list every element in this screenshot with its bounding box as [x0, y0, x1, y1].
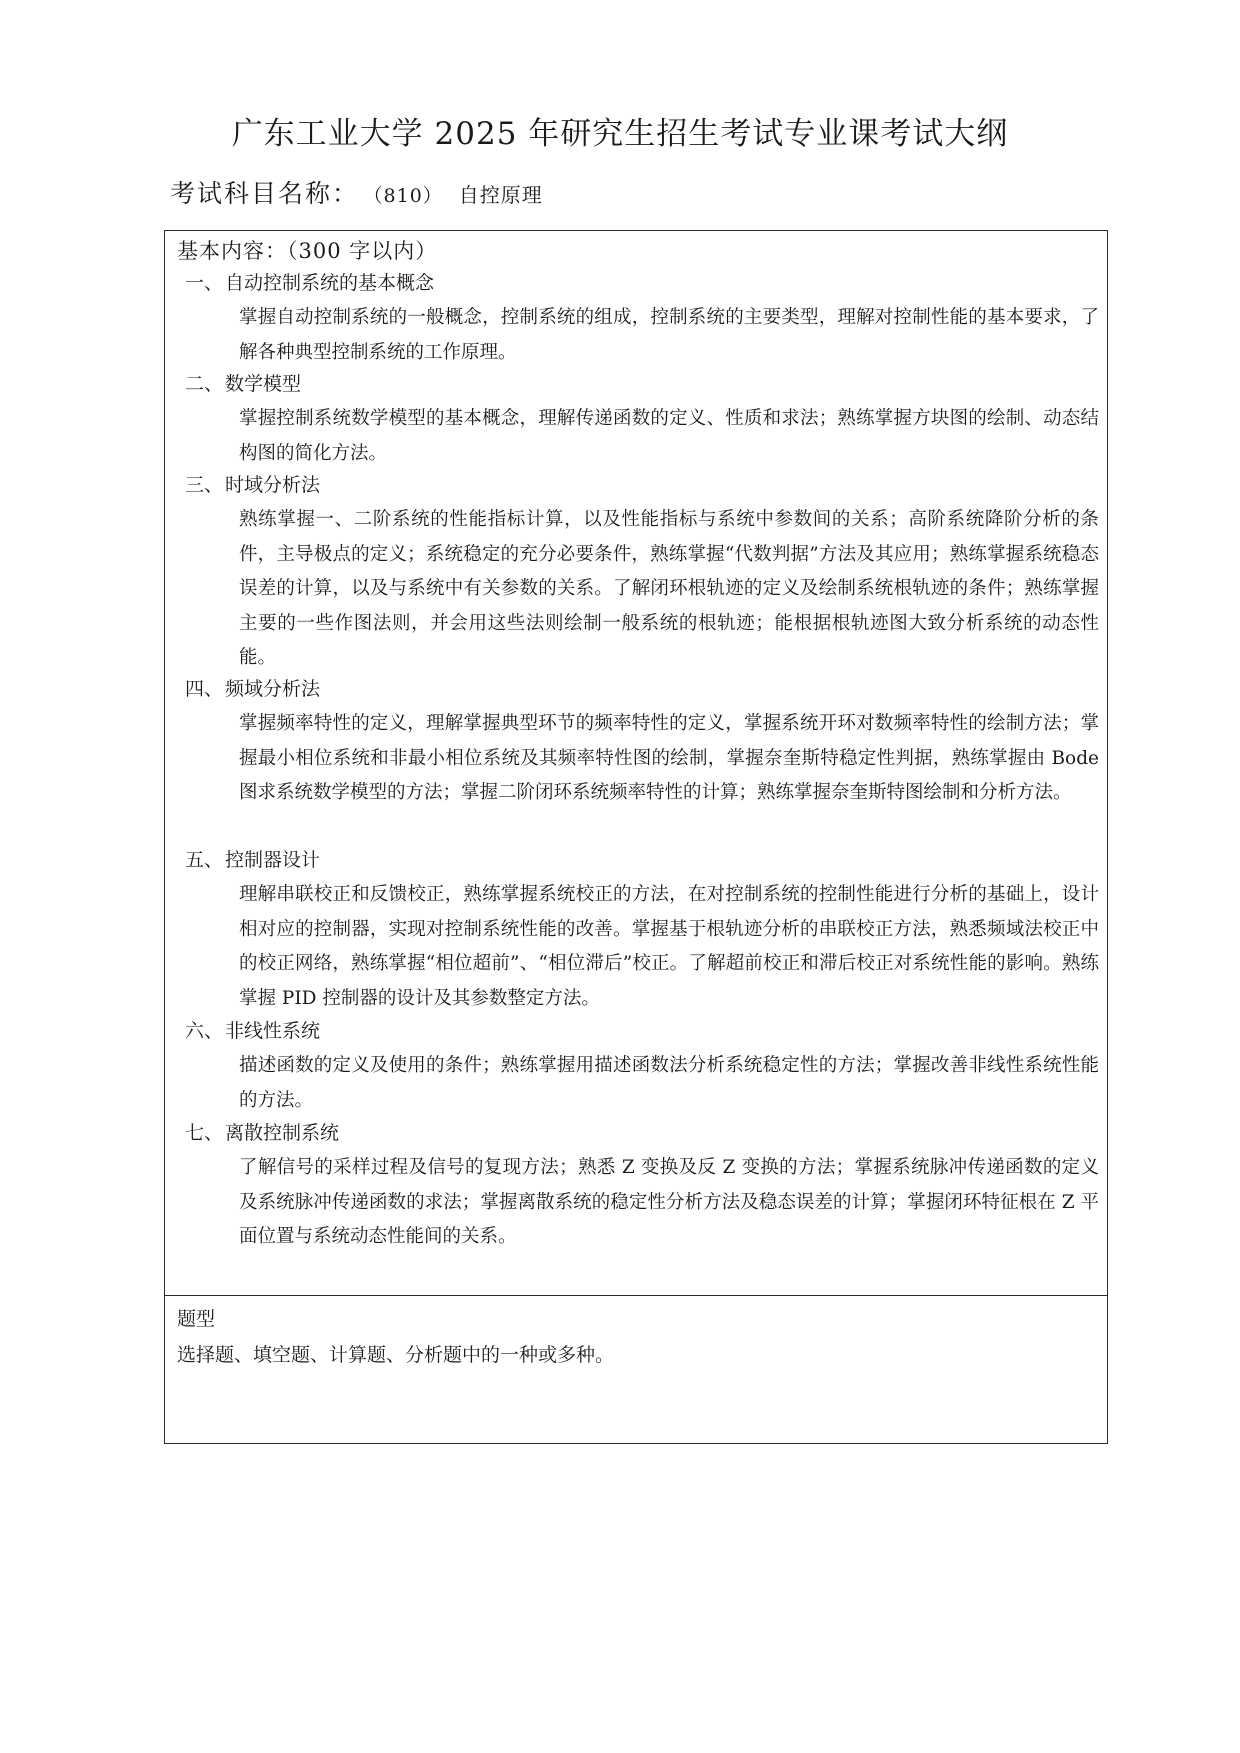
topic-7	[185, 1117, 1099, 1255]
topic-heading	[185, 1015, 1085, 1049]
topic-4	[185, 673, 1099, 811]
topic-title: 控制器设计	[225, 849, 321, 871]
topic-number: 六、	[185, 1020, 224, 1042]
topic-heading	[185, 844, 1085, 878]
topic-title: 自动控制系统的基本概念	[225, 272, 435, 294]
question-type-text: 选择题、填空题、计算题、分析题中的一种或多种。	[177, 1344, 615, 1366]
topic-heading	[185, 469, 1085, 503]
topic-number: 五、	[185, 849, 224, 871]
topic-body: 熟练掌握一、二阶系统的性能指标计算，以及性能指标与系统中参数间的关系；高阶系统降阶分析的条件，主导极点的定义；系统稳定的充分必要条件，熟练掌握“代数判据”方法及其应用；熟练掌握系统稳态误差的计算，以及与系统中有关参数的关系。了解闭环根轨迹的定义及绘制系统根轨迹的条件；熟练掌握主要的一些作图法则，并会用这些法则绘制一般系统的根轨迹；能根据根轨迹图大致分析系统的动态性能。	[239, 509, 1099, 668]
question-type-section	[165, 1296, 1107, 1443]
topic-3	[185, 469, 1099, 676]
topic-title: 离散控制系统	[225, 1122, 340, 1144]
topic-body: 描述函数的定义及使用的条件；熟练掌握用描述函数法分析系统稳定性的方法；掌握改善非线性系统性能的方法。	[239, 1055, 1099, 1111]
question-type-heading: 题型	[177, 1308, 216, 1330]
topic-heading	[185, 673, 1085, 707]
topic-number: 四、	[185, 678, 224, 700]
topic-number: 三、	[185, 474, 224, 496]
topic-body: 掌握控制系统数学模型的基本概念，理解传递函数的定义、性质和求法；熟练掌握方块图的绘制、动态结构图的简化方法。	[239, 408, 1099, 464]
topic-body: 了解信号的采样过程及信号的复现方法；熟悉 Z 变换及反 Z 变换的方法；掌握系统脉冲传递函数的定义及系统脉冲传递函数的求法；掌握离散系统的稳定性分析方法及稳态误差的计算；掌握闭环特征根在 Z 平面位置与系统动态性能间的关系。	[239, 1157, 1099, 1247]
topic-title: 数学模型	[225, 373, 302, 395]
topic-body: 掌握自动控制系统的一般概念，控制系统的组成，控制系统的主要类型，理解对控制性能的基本要求，了解各种典型控制系统的工作原理。	[239, 307, 1099, 363]
topic-5	[185, 844, 1099, 1016]
topic-title: 时域分析法	[225, 474, 321, 496]
topic-6	[185, 1015, 1099, 1118]
subject-name: 自控原理	[458, 183, 543, 207]
topic-title: 频域分析法	[225, 678, 321, 700]
topic-number: 七、	[185, 1122, 224, 1144]
topic-1	[185, 267, 1099, 370]
outline-table	[164, 230, 1108, 1444]
topic-2	[185, 368, 1099, 471]
subject-label: 考试科目名称：	[170, 179, 360, 208]
topic-heading	[185, 368, 1085, 402]
subject-line	[170, 174, 543, 210]
topic-number: 二、	[185, 373, 224, 395]
content-section	[165, 231, 1107, 1296]
topic-number: 一、	[185, 272, 224, 294]
content-heading: 基本内容：（300 字以内）	[177, 239, 438, 263]
topic-body: 掌握频率特性的定义，理解掌握典型环节的频率特性的定义，掌握系统开环对数频率特性的绘制方法；掌握最小相位系统和非最小相位系统及其频率特性图的绘制，掌握奈奎斯特稳定性判据，熟练掌握由 Bode 图求系统数学模型的方法；掌握二阶闭环系统频率特性的计算；熟练掌握奈奎斯特图绘制和分析方法。	[239, 713, 1099, 803]
topic-body: 理解串联校正和反馈校正，熟练掌握系统校正的方法，在对控制系统的控制性能进行分析的基础上，设计相对应的控制器，实现对控制系统性能的改善。掌握基于根轨迹分析的串联校正方法，熟悉频域法校正中的校正网络，熟练掌握“相位超前”、“相位滞后”校正。了解超前校正和滞后校正对系统性能的影响。熟练掌握 PID 控制器的设计及其参数整定方法。	[239, 884, 1099, 1009]
document-title: 广东工业大学 2025 年研究生招生考试专业课考试大纲	[231, 116, 1009, 152]
topic-title: 非线性系统	[225, 1020, 321, 1042]
subject-code: （810）	[373, 185, 443, 207]
topic-heading	[185, 267, 1085, 301]
topic-heading	[185, 1117, 1085, 1151]
